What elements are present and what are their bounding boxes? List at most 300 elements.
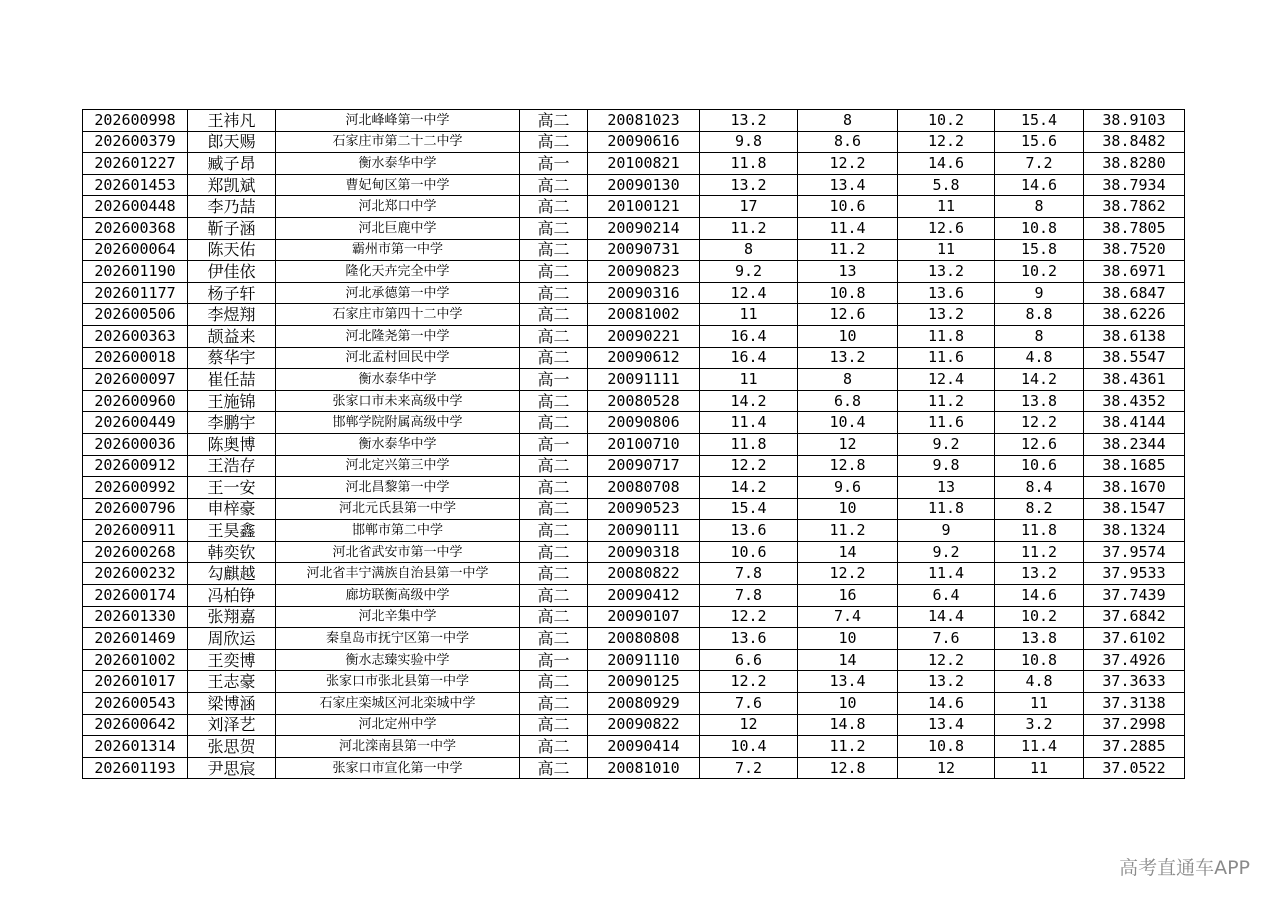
birthdate-cell: 20091111 [588, 369, 700, 391]
total-score-cell: 37.3633 [1084, 671, 1185, 693]
score-1-cell: 10.4 [700, 736, 798, 758]
score-1-cell: 9.2 [700, 261, 798, 283]
total-score-cell: 38.7520 [1084, 239, 1185, 261]
table-row [83, 693, 1185, 715]
table-row [83, 757, 1185, 779]
score-4-cell: 8.2 [995, 498, 1084, 520]
score-4-cell: 12.6 [995, 433, 1084, 455]
school-cell: 河北承德第一中学 [276, 282, 520, 304]
score-3-cell: 13 [898, 477, 995, 499]
score-3-cell: 12.2 [898, 131, 995, 153]
grade-cell: 高二 [520, 347, 588, 369]
grade-cell: 高二 [520, 757, 588, 779]
school-cell: 邯郸市第二中学 [276, 520, 520, 542]
name-cell: 郎天赐 [188, 131, 276, 153]
score-3-cell: 10.2 [898, 110, 995, 132]
table-row [83, 433, 1185, 455]
score-4-cell: 11.2 [995, 541, 1084, 563]
id-cell: 202600543 [83, 693, 188, 715]
score-4-cell: 14.6 [995, 585, 1084, 607]
score-4-cell: 4.8 [995, 347, 1084, 369]
name-cell: 伊佳依 [188, 261, 276, 283]
score-4-cell: 12.2 [995, 412, 1084, 434]
table-row [83, 585, 1185, 607]
grade-cell: 高二 [520, 714, 588, 736]
score-3-cell: 9.2 [898, 433, 995, 455]
score-2-cell: 10.8 [798, 282, 898, 304]
id-cell: 202600912 [83, 455, 188, 477]
birthdate-cell: 20080708 [588, 477, 700, 499]
id-cell: 202600232 [83, 563, 188, 585]
birthdate-cell: 20090318 [588, 541, 700, 563]
birthdate-cell: 20080808 [588, 628, 700, 650]
name-cell: 张思贺 [188, 736, 276, 758]
total-score-cell: 38.1670 [1084, 477, 1185, 499]
table-row [83, 714, 1185, 736]
school-cell: 秦皇岛市抚宁区第一中学 [276, 628, 520, 650]
score-4-cell: 10.8 [995, 217, 1084, 239]
grade-cell: 高二 [520, 196, 588, 218]
id-cell: 202600796 [83, 498, 188, 520]
table-row [83, 110, 1185, 132]
birthdate-cell: 20100710 [588, 433, 700, 455]
total-score-cell: 37.6102 [1084, 628, 1185, 650]
name-cell: 杨子轩 [188, 282, 276, 304]
name-cell: 蔡华宇 [188, 347, 276, 369]
grade-cell: 高二 [520, 239, 588, 261]
school-cell: 石家庄市第四十二中学 [276, 304, 520, 326]
school-cell: 隆化天卉完全中学 [276, 261, 520, 283]
grade-cell: 高二 [520, 412, 588, 434]
grade-cell: 高二 [520, 174, 588, 196]
id-cell: 202600992 [83, 477, 188, 499]
school-cell: 张家口市宣化第一中学 [276, 757, 520, 779]
id-cell: 202601190 [83, 261, 188, 283]
score-4-cell: 13.8 [995, 628, 1084, 650]
total-score-cell: 37.2885 [1084, 736, 1185, 758]
grade-cell: 高一 [520, 369, 588, 391]
score-2-cell: 14 [798, 541, 898, 563]
id-cell: 202600448 [83, 196, 188, 218]
name-cell: 臧子昂 [188, 153, 276, 175]
score-4-cell: 10.2 [995, 606, 1084, 628]
name-cell: 王一安 [188, 477, 276, 499]
total-score-cell: 38.7862 [1084, 196, 1185, 218]
score-2-cell: 8 [798, 110, 898, 132]
total-score-cell: 38.5547 [1084, 347, 1185, 369]
birthdate-cell: 20090412 [588, 585, 700, 607]
birthdate-cell: 20100121 [588, 196, 700, 218]
birthdate-cell: 20081002 [588, 304, 700, 326]
school-cell: 河北郑口中学 [276, 196, 520, 218]
score-1-cell: 7.6 [700, 693, 798, 715]
score-2-cell: 7.4 [798, 606, 898, 628]
score-1-cell: 12.4 [700, 282, 798, 304]
score-1-cell: 7.8 [700, 563, 798, 585]
score-4-cell: 11 [995, 693, 1084, 715]
birthdate-cell: 20090111 [588, 520, 700, 542]
score-3-cell: 13.6 [898, 282, 995, 304]
score-2-cell: 8.6 [798, 131, 898, 153]
score-3-cell: 12 [898, 757, 995, 779]
score-4-cell: 13.8 [995, 390, 1084, 412]
birthdate-cell: 20080929 [588, 693, 700, 715]
score-4-cell: 10.6 [995, 455, 1084, 477]
score-2-cell: 11.2 [798, 520, 898, 542]
score-3-cell: 9.8 [898, 455, 995, 477]
grade-cell: 高二 [520, 563, 588, 585]
table-row [83, 736, 1185, 758]
total-score-cell: 37.7439 [1084, 585, 1185, 607]
grade-cell: 高二 [520, 585, 588, 607]
score-4-cell: 7.2 [995, 153, 1084, 175]
school-cell: 衡水泰华中学 [276, 153, 520, 175]
birthdate-cell: 20090616 [588, 131, 700, 153]
score-4-cell: 11.4 [995, 736, 1084, 758]
name-cell: 王浩存 [188, 455, 276, 477]
id-cell: 202601453 [83, 174, 188, 196]
grade-cell: 高一 [520, 153, 588, 175]
name-cell: 王奕博 [188, 649, 276, 671]
id-cell: 202600506 [83, 304, 188, 326]
score-3-cell: 11.8 [898, 498, 995, 520]
table-row [83, 347, 1185, 369]
table-row [83, 606, 1185, 628]
score-1-cell: 9.8 [700, 131, 798, 153]
table-row [83, 498, 1185, 520]
score-3-cell: 9 [898, 520, 995, 542]
score-1-cell: 11.8 [700, 433, 798, 455]
id-cell: 202600018 [83, 347, 188, 369]
table-row [83, 196, 1185, 218]
grade-cell: 高二 [520, 390, 588, 412]
birthdate-cell: 20080528 [588, 390, 700, 412]
birthdate-cell: 20091110 [588, 649, 700, 671]
table-row [83, 477, 1185, 499]
grade-cell: 高二 [520, 282, 588, 304]
score-4-cell: 9 [995, 282, 1084, 304]
table-row [83, 325, 1185, 347]
table-row [83, 304, 1185, 326]
name-cell: 李煜翔 [188, 304, 276, 326]
birthdate-cell: 20090414 [588, 736, 700, 758]
school-cell: 河北隆尧第一中学 [276, 325, 520, 347]
school-cell: 衡水志臻实验中学 [276, 649, 520, 671]
score-2-cell: 13.4 [798, 671, 898, 693]
birthdate-cell: 20090806 [588, 412, 700, 434]
name-cell: 李乃喆 [188, 196, 276, 218]
birthdate-cell: 20090107 [588, 606, 700, 628]
birthdate-cell: 20090822 [588, 714, 700, 736]
school-cell: 河北定州中学 [276, 714, 520, 736]
score-1-cell: 13.2 [700, 174, 798, 196]
name-cell: 张翔嘉 [188, 606, 276, 628]
total-score-cell: 38.7805 [1084, 217, 1185, 239]
score-1-cell: 11.8 [700, 153, 798, 175]
school-cell: 河北滦南县第一中学 [276, 736, 520, 758]
name-cell: 勾麒越 [188, 563, 276, 585]
school-cell: 衡水泰华中学 [276, 433, 520, 455]
grade-cell: 高一 [520, 433, 588, 455]
score-4-cell: 10.2 [995, 261, 1084, 283]
total-score-cell: 37.0522 [1084, 757, 1185, 779]
score-3-cell: 11 [898, 239, 995, 261]
score-3-cell: 13.2 [898, 671, 995, 693]
id-cell: 202601469 [83, 628, 188, 650]
score-4-cell: 8 [995, 196, 1084, 218]
grade-cell: 高二 [520, 628, 588, 650]
id-cell: 202600379 [83, 131, 188, 153]
score-3-cell: 12.6 [898, 217, 995, 239]
score-3-cell: 10.8 [898, 736, 995, 758]
grade-cell: 高二 [520, 325, 588, 347]
table-row [83, 649, 1185, 671]
name-cell: 郑凯斌 [188, 174, 276, 196]
score-4-cell: 14.2 [995, 369, 1084, 391]
score-2-cell: 12.2 [798, 563, 898, 585]
total-score-cell: 38.6226 [1084, 304, 1185, 326]
score-1-cell: 17 [700, 196, 798, 218]
total-score-cell: 38.4352 [1084, 390, 1185, 412]
score-2-cell: 12.8 [798, 757, 898, 779]
score-2-cell: 10 [798, 498, 898, 520]
score-3-cell: 13.2 [898, 304, 995, 326]
name-cell: 王施锦 [188, 390, 276, 412]
score-2-cell: 13.2 [798, 347, 898, 369]
score-4-cell: 10.8 [995, 649, 1084, 671]
grade-cell: 高二 [520, 261, 588, 283]
score-1-cell: 7.8 [700, 585, 798, 607]
score-1-cell: 16.4 [700, 347, 798, 369]
school-cell: 河北定兴第三中学 [276, 455, 520, 477]
school-cell: 邯郸学院附属高级中学 [276, 412, 520, 434]
score-1-cell: 12.2 [700, 606, 798, 628]
total-score-cell: 38.8280 [1084, 153, 1185, 175]
score-1-cell: 11 [700, 304, 798, 326]
score-2-cell: 16 [798, 585, 898, 607]
table-row [83, 671, 1185, 693]
school-cell: 河北省武安市第一中学 [276, 541, 520, 563]
score-3-cell: 14.6 [898, 693, 995, 715]
score-4-cell: 3.2 [995, 714, 1084, 736]
school-cell: 张家口市未来高级中学 [276, 390, 520, 412]
score-4-cell: 15.4 [995, 110, 1084, 132]
total-score-cell: 38.1324 [1084, 520, 1185, 542]
id-cell: 202600911 [83, 520, 188, 542]
name-cell: 颉益来 [188, 325, 276, 347]
total-score-cell: 38.6847 [1084, 282, 1185, 304]
score-2-cell: 11.2 [798, 239, 898, 261]
birthdate-cell: 20080822 [588, 563, 700, 585]
school-cell: 曹妃甸区第一中学 [276, 174, 520, 196]
score-2-cell: 10 [798, 693, 898, 715]
score-1-cell: 11.2 [700, 217, 798, 239]
grade-cell: 高二 [520, 477, 588, 499]
score-3-cell: 12.4 [898, 369, 995, 391]
id-cell: 202601314 [83, 736, 188, 758]
score-4-cell: 4.8 [995, 671, 1084, 693]
grade-cell: 高二 [520, 541, 588, 563]
id-cell: 202600097 [83, 369, 188, 391]
score-3-cell: 14.4 [898, 606, 995, 628]
id-cell: 202600174 [83, 585, 188, 607]
score-3-cell: 5.8 [898, 174, 995, 196]
name-cell: 周欣运 [188, 628, 276, 650]
results-table [82, 109, 1185, 779]
score-3-cell: 11.6 [898, 347, 995, 369]
score-4-cell: 8.8 [995, 304, 1084, 326]
id-cell: 202601330 [83, 606, 188, 628]
id-cell: 202600036 [83, 433, 188, 455]
table-row [83, 390, 1185, 412]
grade-cell: 高二 [520, 110, 588, 132]
birthdate-cell: 20090612 [588, 347, 700, 369]
name-cell: 刘泽艺 [188, 714, 276, 736]
score-1-cell: 10.6 [700, 541, 798, 563]
birthdate-cell: 20081023 [588, 110, 700, 132]
score-2-cell: 9.6 [798, 477, 898, 499]
score-2-cell: 12.6 [798, 304, 898, 326]
score-2-cell: 13.4 [798, 174, 898, 196]
school-cell: 河北元氏县第一中学 [276, 498, 520, 520]
score-1-cell: 13.2 [700, 110, 798, 132]
total-score-cell: 37.3138 [1084, 693, 1185, 715]
school-cell: 河北巨鹿中学 [276, 217, 520, 239]
name-cell: 王昊鑫 [188, 520, 276, 542]
table-row [83, 563, 1185, 585]
score-1-cell: 13.6 [700, 520, 798, 542]
score-4-cell: 11.8 [995, 520, 1084, 542]
id-cell: 202601227 [83, 153, 188, 175]
school-cell: 河北昌黎第一中学 [276, 477, 520, 499]
total-score-cell: 38.6971 [1084, 261, 1185, 283]
score-4-cell: 8 [995, 325, 1084, 347]
name-cell: 陈奥博 [188, 433, 276, 455]
score-1-cell: 8 [700, 239, 798, 261]
table-row [83, 153, 1185, 175]
table-row [83, 455, 1185, 477]
score-3-cell: 9.2 [898, 541, 995, 563]
grade-cell: 高二 [520, 131, 588, 153]
score-1-cell: 16.4 [700, 325, 798, 347]
watermark-text: 高考直通车APP [1119, 857, 1250, 879]
name-cell: 靳子涵 [188, 217, 276, 239]
total-score-cell: 38.1685 [1084, 455, 1185, 477]
birthdate-cell: 20090731 [588, 239, 700, 261]
score-2-cell: 12.2 [798, 153, 898, 175]
name-cell: 尹思宸 [188, 757, 276, 779]
birthdate-cell: 20090214 [588, 217, 700, 239]
score-4-cell: 14.6 [995, 174, 1084, 196]
table-row [83, 412, 1185, 434]
school-cell: 张家口市张北县第一中学 [276, 671, 520, 693]
table-row [83, 369, 1185, 391]
total-score-cell: 37.6842 [1084, 606, 1185, 628]
score-1-cell: 15.4 [700, 498, 798, 520]
grade-cell: 高二 [520, 693, 588, 715]
score-2-cell: 6.8 [798, 390, 898, 412]
grade-cell: 高二 [520, 606, 588, 628]
score-4-cell: 15.6 [995, 131, 1084, 153]
total-score-cell: 38.7934 [1084, 174, 1185, 196]
score-1-cell: 14.2 [700, 477, 798, 499]
school-cell: 石家庄市第二十二中学 [276, 131, 520, 153]
total-score-cell: 37.4926 [1084, 649, 1185, 671]
id-cell: 202600064 [83, 239, 188, 261]
id-cell: 202600268 [83, 541, 188, 563]
score-1-cell: 14.2 [700, 390, 798, 412]
school-cell: 霸州市第一中学 [276, 239, 520, 261]
score-2-cell: 10.6 [798, 196, 898, 218]
total-score-cell: 38.9103 [1084, 110, 1185, 132]
score-3-cell: 7.6 [898, 628, 995, 650]
id-cell: 202600363 [83, 325, 188, 347]
score-3-cell: 13.2 [898, 261, 995, 283]
grade-cell: 高二 [520, 671, 588, 693]
grade-cell: 高二 [520, 304, 588, 326]
id-cell: 202600960 [83, 390, 188, 412]
score-3-cell: 14.6 [898, 153, 995, 175]
score-2-cell: 8 [798, 369, 898, 391]
birthdate-cell: 20090221 [588, 325, 700, 347]
grade-cell: 高二 [520, 736, 588, 758]
id-cell: 202600998 [83, 110, 188, 132]
birthdate-cell: 20090316 [588, 282, 700, 304]
grade-cell: 高二 [520, 498, 588, 520]
score-3-cell: 12.2 [898, 649, 995, 671]
table-row [83, 174, 1185, 196]
score-2-cell: 12.8 [798, 455, 898, 477]
school-cell: 河北峰峰第一中学 [276, 110, 520, 132]
score-3-cell: 13.4 [898, 714, 995, 736]
grade-cell: 高二 [520, 520, 588, 542]
id-cell: 202601193 [83, 757, 188, 779]
total-score-cell: 38.4144 [1084, 412, 1185, 434]
name-cell: 崔任喆 [188, 369, 276, 391]
score-3-cell: 11.8 [898, 325, 995, 347]
table-row [83, 239, 1185, 261]
birthdate-cell: 20090130 [588, 174, 700, 196]
score-1-cell: 7.2 [700, 757, 798, 779]
score-1-cell: 12 [700, 714, 798, 736]
table-row [83, 217, 1185, 239]
birthdate-cell: 20090125 [588, 671, 700, 693]
school-cell: 廊坊联衡高级中学 [276, 585, 520, 607]
score-1-cell: 12.2 [700, 455, 798, 477]
table-row [83, 628, 1185, 650]
table-row [83, 541, 1185, 563]
id-cell: 202600642 [83, 714, 188, 736]
total-score-cell: 37.2998 [1084, 714, 1185, 736]
birthdate-cell: 20090523 [588, 498, 700, 520]
total-score-cell: 38.8482 [1084, 131, 1185, 153]
table-body [83, 110, 1185, 779]
score-2-cell: 11.2 [798, 736, 898, 758]
total-score-cell: 38.1547 [1084, 498, 1185, 520]
birthdate-cell: 20081010 [588, 757, 700, 779]
id-cell: 202600449 [83, 412, 188, 434]
school-cell: 河北孟村回民中学 [276, 347, 520, 369]
score-3-cell: 11.2 [898, 390, 995, 412]
score-2-cell: 11.4 [798, 217, 898, 239]
school-cell: 河北省丰宁满族自治县第一中学 [276, 563, 520, 585]
id-cell: 202600368 [83, 217, 188, 239]
score-1-cell: 12.2 [700, 671, 798, 693]
score-2-cell: 10 [798, 628, 898, 650]
score-2-cell: 14 [798, 649, 898, 671]
name-cell: 韩奕钦 [188, 541, 276, 563]
school-cell: 衡水泰华中学 [276, 369, 520, 391]
